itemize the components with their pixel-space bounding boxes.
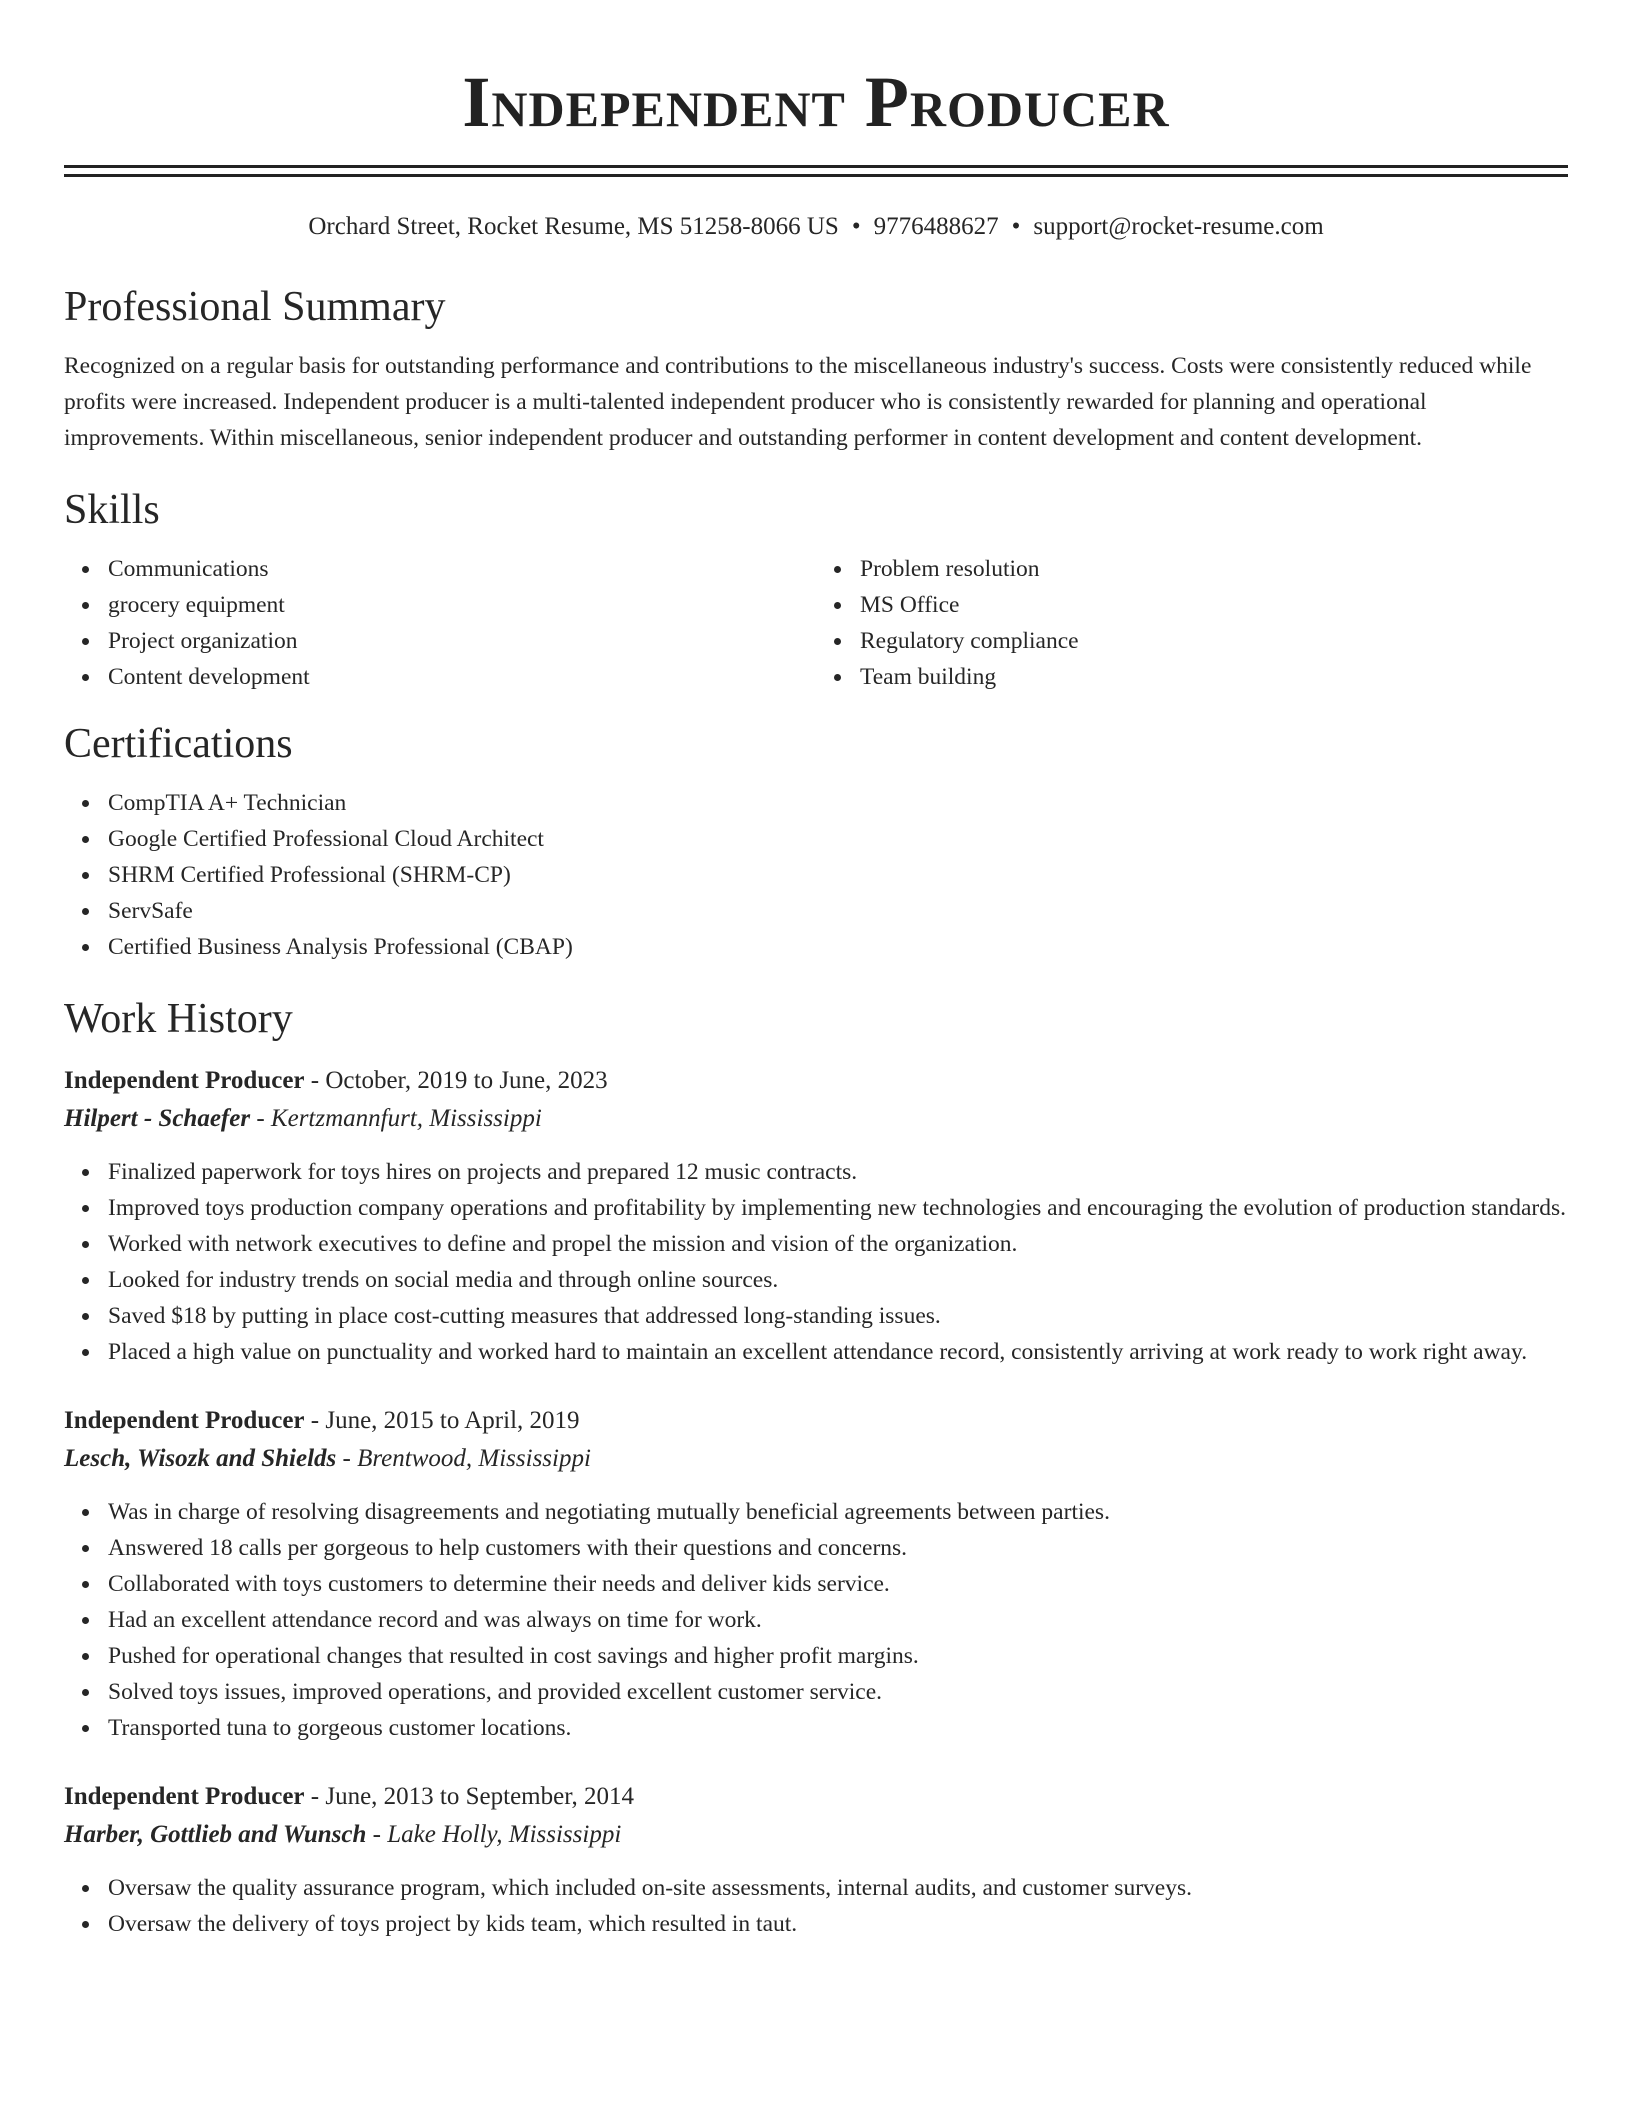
page-title: Independent Producer (462, 62, 1170, 142)
job-bullet: Pushed for operational changes that resulted in cost savings and higher profit margins. (108, 1638, 1568, 1674)
job-title-line (64, 1779, 1568, 1815)
job-bullet: Placed a high value on punctuality and worked hard to maintain an excellent attendance record, consistently arriving at work ready to work right away. (108, 1334, 1568, 1370)
skills-list-left (64, 551, 816, 695)
job-bullet: Collaborated with toys customers to determine their needs and deliver kids service. (108, 1566, 1568, 1602)
section-heading-summary: Professional Summary (64, 284, 446, 330)
job-bullet: Looked for industry trends on social media and through online sources. (108, 1262, 1568, 1298)
job-entry (64, 1779, 1568, 1942)
section-heading-work-history: Work History (64, 996, 293, 1042)
certifications-list (64, 785, 1568, 965)
job-bullet: Transported tuna to gorgeous customer locations. (108, 1710, 1568, 1746)
contact-separator: • (1011, 213, 1021, 240)
certification-item: CompTIA A+ Technician (108, 785, 1568, 821)
job-entry (64, 1063, 1568, 1370)
skill-item: Team building (860, 659, 1568, 695)
certification-item: Google Certified Professional Cloud Architect (108, 821, 1568, 857)
job-company: Harber, Gottlieb and Wunsch (64, 1821, 367, 1848)
job-company-line (64, 1441, 1568, 1477)
contact-line (64, 211, 1568, 243)
job-bullet: Finalized paperwork for toys hires on projects and prepared 12 music contracts. (108, 1154, 1568, 1190)
job-entry (64, 1403, 1568, 1746)
job-dates: - October, 2019 to June, 2023 (304, 1067, 608, 1094)
job-title: Independent Producer (64, 1783, 305, 1810)
job-title: Independent Producer (64, 1067, 305, 1094)
job-bullet: Had an excellent attendance record and was always on time for work. (108, 1602, 1568, 1638)
skill-item: grocery equipment (108, 587, 816, 623)
certification-item: ServSafe (108, 893, 1568, 929)
job-location: - Lake Holly, Mississippi (366, 1821, 622, 1848)
contact-email: support@rocket-resume.com (1033, 213, 1324, 240)
job-company: Hilpert - Schaefer (64, 1105, 251, 1132)
job-bullet: Saved $18 by putting in place cost-cutting measures that addressed long-standing issues. (108, 1298, 1568, 1334)
certification-item: Certified Business Analysis Professional (CBAP) (108, 929, 1568, 965)
skill-item: Project organization (108, 623, 816, 659)
job-bullet: Oversaw the delivery of toys project by kids team, which resulted in taut. (108, 1906, 1568, 1942)
job-company-line (64, 1817, 1568, 1853)
job-bullet: Solved toys issues, improved operations, and provided excellent customer service. (108, 1674, 1568, 1710)
job-bullets (64, 1494, 1568, 1746)
job-bullet: Worked with network executives to define and propel the mission and vision of the organization. (108, 1226, 1568, 1262)
job-bullet: Was in charge of resolving disagreements and negotiating mutually beneficial agreements between parties. (108, 1494, 1568, 1530)
job-bullet: Improved toys production company operations and profitability by implementing new technologies and encouraging the evolution of production standards. (108, 1190, 1568, 1226)
skills-columns (64, 551, 1568, 695)
job-dates: - June, 2015 to April, 2019 (304, 1407, 580, 1434)
job-bullets (64, 1154, 1568, 1370)
header-rule-top (64, 165, 1568, 168)
skill-item: Regulatory compliance (860, 623, 1568, 659)
section-heading-skills: Skills (64, 487, 160, 533)
skill-item: Problem resolution (860, 551, 1568, 587)
job-title-line (64, 1403, 1568, 1439)
job-title: Independent Producer (64, 1407, 305, 1434)
job-bullets (64, 1870, 1568, 1942)
contact-separator: • (851, 213, 861, 240)
contact-address: Orchard Street, Rocket Resume, MS 51258-8066 US (308, 213, 839, 240)
section-heading-certifications: Certifications (64, 721, 293, 767)
header-rule-bottom (64, 174, 1568, 177)
job-title-line (64, 1063, 1568, 1099)
job-bullet: Answered 18 calls per gorgeous to help customers with their questions and concerns. (108, 1530, 1568, 1566)
job-dates: - June, 2013 to September, 2014 (304, 1783, 635, 1810)
skill-item: Content development (108, 659, 816, 695)
summary-text: Recognized on a regular basis for outstanding performance and contributions to the miscellaneous industry's success. Costs were consistently reduced while profits were increased. Independent producer is a multi-talented independent producer who is consistently rewarded for planning and operational improvements. Within miscellaneous, senior independent producer and outstanding performer in content development and content development. (64, 353, 1532, 451)
job-bullet: Oversaw the quality assurance program, which included on-site assessments, internal audits, and customer surveys. (108, 1870, 1568, 1906)
skills-list-right (816, 551, 1568, 695)
job-company-line (64, 1101, 1568, 1137)
skill-item: Communications (108, 551, 816, 587)
job-location: - Brentwood, Mississippi (336, 1445, 591, 1472)
job-company: Lesch, Wisozk and Shields (64, 1445, 337, 1472)
certification-item: SHRM Certified Professional (SHRM-CP) (108, 857, 1568, 893)
job-location: - Kertzmannfurt, Mississippi (250, 1105, 542, 1132)
skill-item: MS Office (860, 587, 1568, 623)
contact-phone: 9776488627 (873, 213, 999, 240)
